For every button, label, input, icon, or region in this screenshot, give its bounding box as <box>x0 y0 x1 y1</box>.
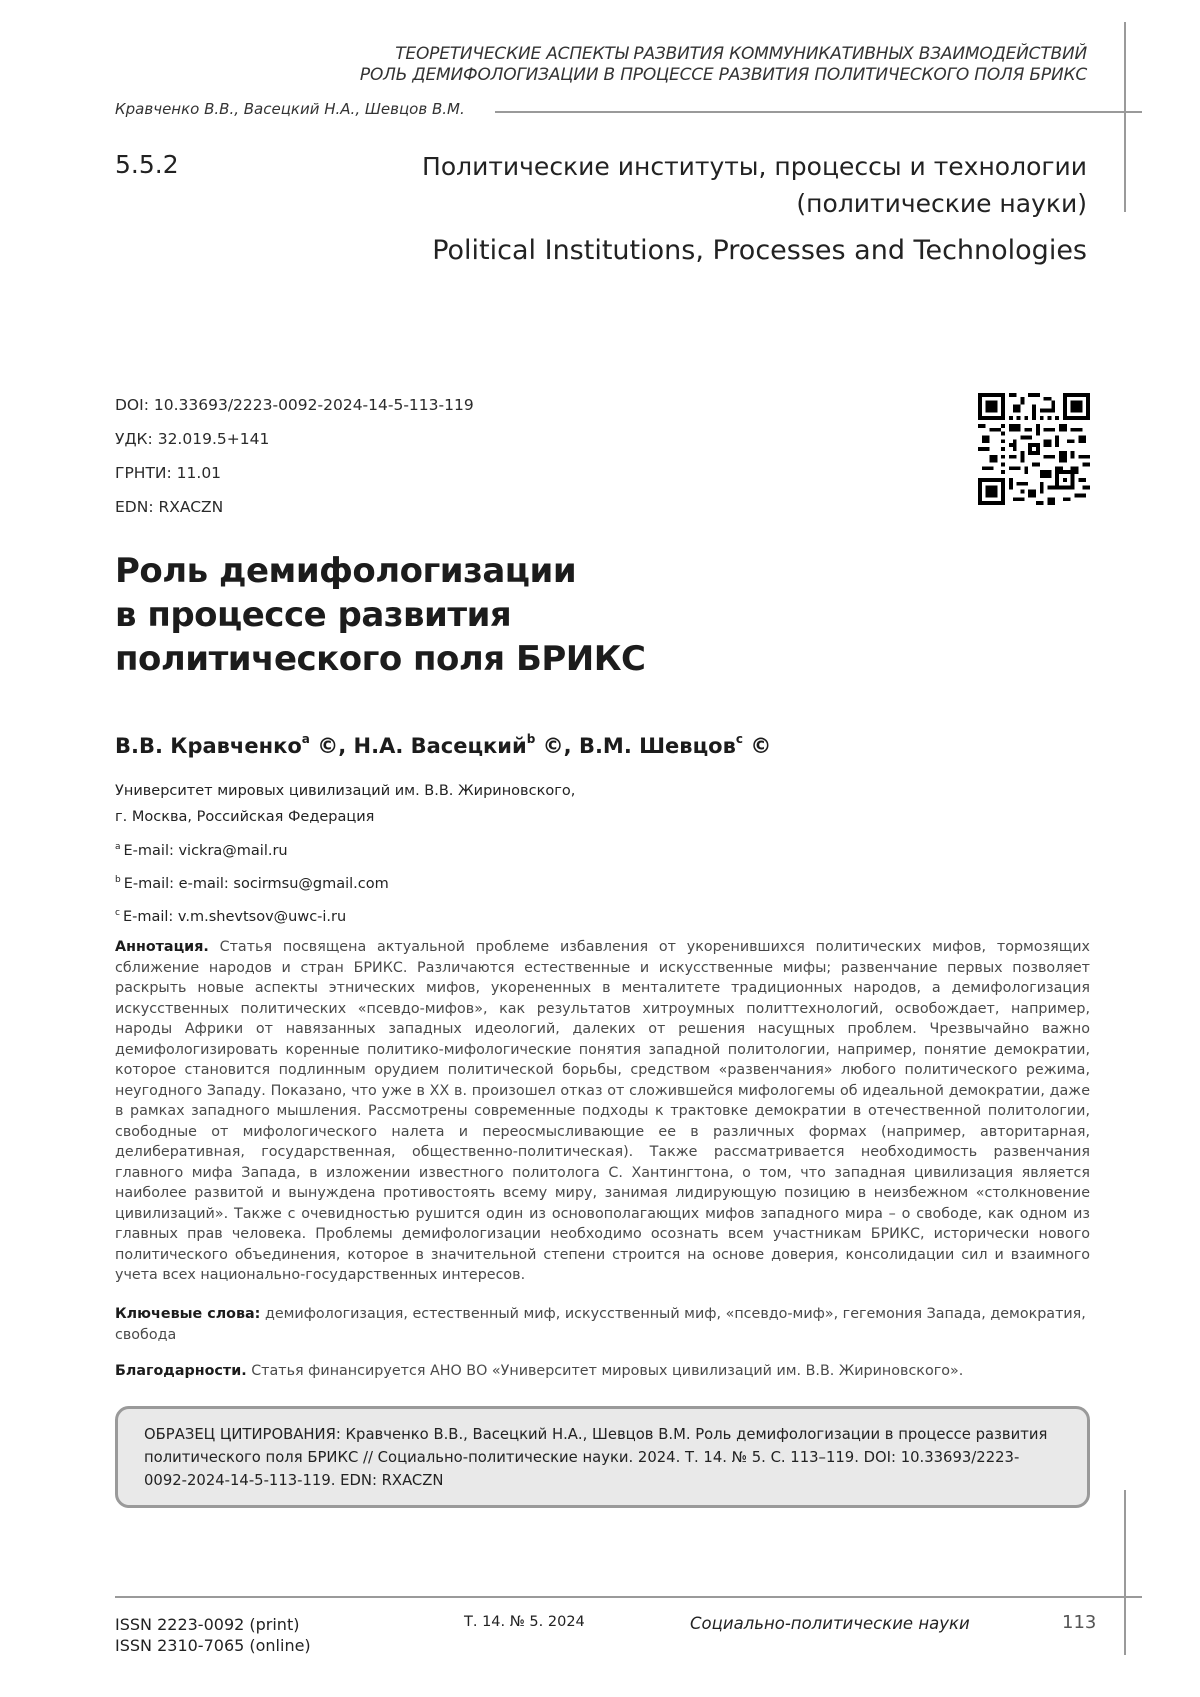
section-code: 5.5.2 <box>115 150 179 179</box>
frame-line-right-bottom <box>1124 1490 1126 1655</box>
footer-journal: Социально-политические науки <box>690 1614 970 1633</box>
abstract-label: Аннотация. <box>115 939 209 955</box>
citation-box <box>115 1406 1090 1508</box>
edn: EDN: RXACZN <box>115 490 474 524</box>
frame-line-head <box>495 111 1142 113</box>
author-1: В.В. Кравченко <box>115 734 302 758</box>
affiliation-line1: Университет мировых цивилизаций им. В.В. Жириновского, <box>115 778 575 804</box>
email-item: a E-mail: vickra@mail.ru <box>115 833 389 866</box>
acknowledgements-text: Статья финансируется АНО ВО «Университет мировых цивилизаций им. В.В. Жириновского». <box>251 1363 963 1379</box>
section-title-ru <box>422 148 1087 222</box>
doi: DOI: 10.33693/2223-0092-2024-14-5-113-119 <box>115 388 474 422</box>
affiliation-line2: г. Москва, Российская Федерация <box>115 804 575 830</box>
citation-text: ОБРАЗЕЦ ЦИТИРОВАНИЯ: Кравченко В.В., Васецкий Н.А., Шевцов В.М. Роль демифологизации в процессе развития политического поля БРИКС // Социально-политические науки. 2024. Т. 14. № 5. С. 113–119. DOI: 10.33693/2223-0092-2024-14-5-113-119. EDN: RXACZN <box>144 1426 1047 1489</box>
authors-line: В.В. Кравченкоa ©, Н.А. Васецкийb ©, В.М. Шевцовc © <box>115 734 771 758</box>
acknowledgements <box>115 1361 1090 1382</box>
article-title-line1: Роль демифологизации <box>115 549 646 593</box>
copyright-icon: © <box>317 734 338 758</box>
abstract <box>115 937 1090 1286</box>
frame-line-right-top <box>1124 22 1126 212</box>
affiliation <box>115 778 575 830</box>
keywords <box>115 1304 1090 1345</box>
email-item: b E-mail: e-mail: socirmsu@gmail.com <box>115 866 389 899</box>
article-title-line2: в процессе развития <box>115 593 646 637</box>
author-emails <box>115 833 389 931</box>
article-title-line3: политического поля БРИКС <box>115 637 646 681</box>
page-number: 113 <box>1062 1612 1096 1633</box>
email-item: c E-mail: v.m.shevtsov@uwc-i.ru <box>115 899 389 932</box>
running-head <box>360 44 1087 86</box>
abstract-text: Статья посвящена актуальной проблеме избавления от укоренившихся политических мифов, тормозящих сближение народов и стран БРИКС. Различаются естественные и искусственные мифы; развенчание первых позволяет раскрыть новые аспекты этнических мифов, укорененных в менталитете традиционных народов, а демифологизация искусственных политических «псевдо-мифов», как результатов хитроумных политтехнологий, освобождает, например, народы Африки от навязанных западных идеологий, далеких от решения насущных проблем. Чрезвычайно важно демифологизировать коренные политико-мифологические понятия западной политологии, например, понятие демократии, которое становится подлинным орудием политической борьбы, средством «развенчания» любого политического режима, неугодного Западу. Показано, что уже в XX в. произошел отказ от сложившейся мифологемы об идеальной демократии, даже в рамках западного мышления. Рассмотрены современные подходы к трактовке демократии в отечественной политологии, свободные от мифологического налета и переосмысливающие ее в различных формах (например, авторитарная, делиберативная, государственная, общественно-политическая). Также рассматривается необходимость развенчания главного мифа Запада, в изложении известного политолога С. Хантингтона, о том, что западная цивилизация является наиболее развитой и вынуждена противостоять всему миру, занимая лидирующую позицию в неизбежном «столкновение цивилизаций». Также с очевидностью рушится один из основополагающих мифов западного мира – о свободе, как одном из главных прав человека. Проблемы демифологизации необходимо осознать всем участникам БРИКС, исторически нового политического объединения, которое в значительной степени строится на основе доверия, консолидации сил и взаимного учета всех национально-государственных интересов. <box>115 939 1090 1283</box>
author-2: Н.А. Васецкий <box>354 734 527 758</box>
email-link[interactable]: E-mail: e-mail: socirmsu@gmail.com <box>124 876 389 892</box>
qr-code-icon <box>978 393 1090 505</box>
author-3-sup: c <box>736 732 743 746</box>
section-title-en: Political Institutions, Processes and Technologies <box>432 235 1087 266</box>
udk: УДК: 32.019.5+141 <box>115 422 474 456</box>
footer-issn <box>115 1614 311 1656</box>
keywords-label: Ключевые слова: <box>115 1306 260 1322</box>
author-3: В.М. Шевцов <box>579 734 736 758</box>
email-link[interactable]: E-mail: v.m.shevtsov@uwc-i.ru <box>123 908 346 924</box>
footer-volume: Т. 14. № 5. 2024 <box>464 1614 585 1630</box>
copyright-icon: © <box>543 734 564 758</box>
article-identifiers <box>115 388 474 524</box>
running-head-authors: Кравченко В.В., Васецкий Н.А., Шевцов В.М. <box>115 100 465 118</box>
acknowledgements-label: Благодарности. <box>115 1363 247 1379</box>
issn-print: ISSN 2223-0092 (print) <box>115 1614 311 1635</box>
frame-line-footer <box>115 1596 1142 1598</box>
author-1-sup: a <box>302 732 310 746</box>
section-title-ru-line1: Политические институты, процессы и технологии <box>422 148 1087 185</box>
author-2-sup: b <box>527 732 536 746</box>
section-title-ru-line2: (политические науки) <box>422 185 1087 222</box>
copyright-icon: © <box>750 734 771 758</box>
email-link[interactable]: E-mail: vickra@mail.ru <box>124 843 288 859</box>
issn-online: ISSN 2310-7065 (online) <box>115 1635 311 1656</box>
keywords-text: демифологизация, естественный миф, искусственный миф, «псевдо-миф», гегемония Запада, демократия, свобода <box>115 1306 1086 1343</box>
running-head-line2: РОЛЬ ДЕМИФОЛОГИЗАЦИИ В ПРОЦЕССЕ РАЗВИТИЯ ПОЛИТИЧЕСКОГО ПОЛЯ БРИКС <box>360 65 1087 86</box>
running-head-line1: ТЕОРЕТИЧЕСКИЕ АСПЕКТЫ РАЗВИТИЯ КОММУНИКАТИВНЫХ ВЗАИМОДЕЙСТВИЙ <box>360 44 1087 65</box>
article-title <box>115 549 646 681</box>
grnti: ГРНТИ: 11.01 <box>115 456 474 490</box>
